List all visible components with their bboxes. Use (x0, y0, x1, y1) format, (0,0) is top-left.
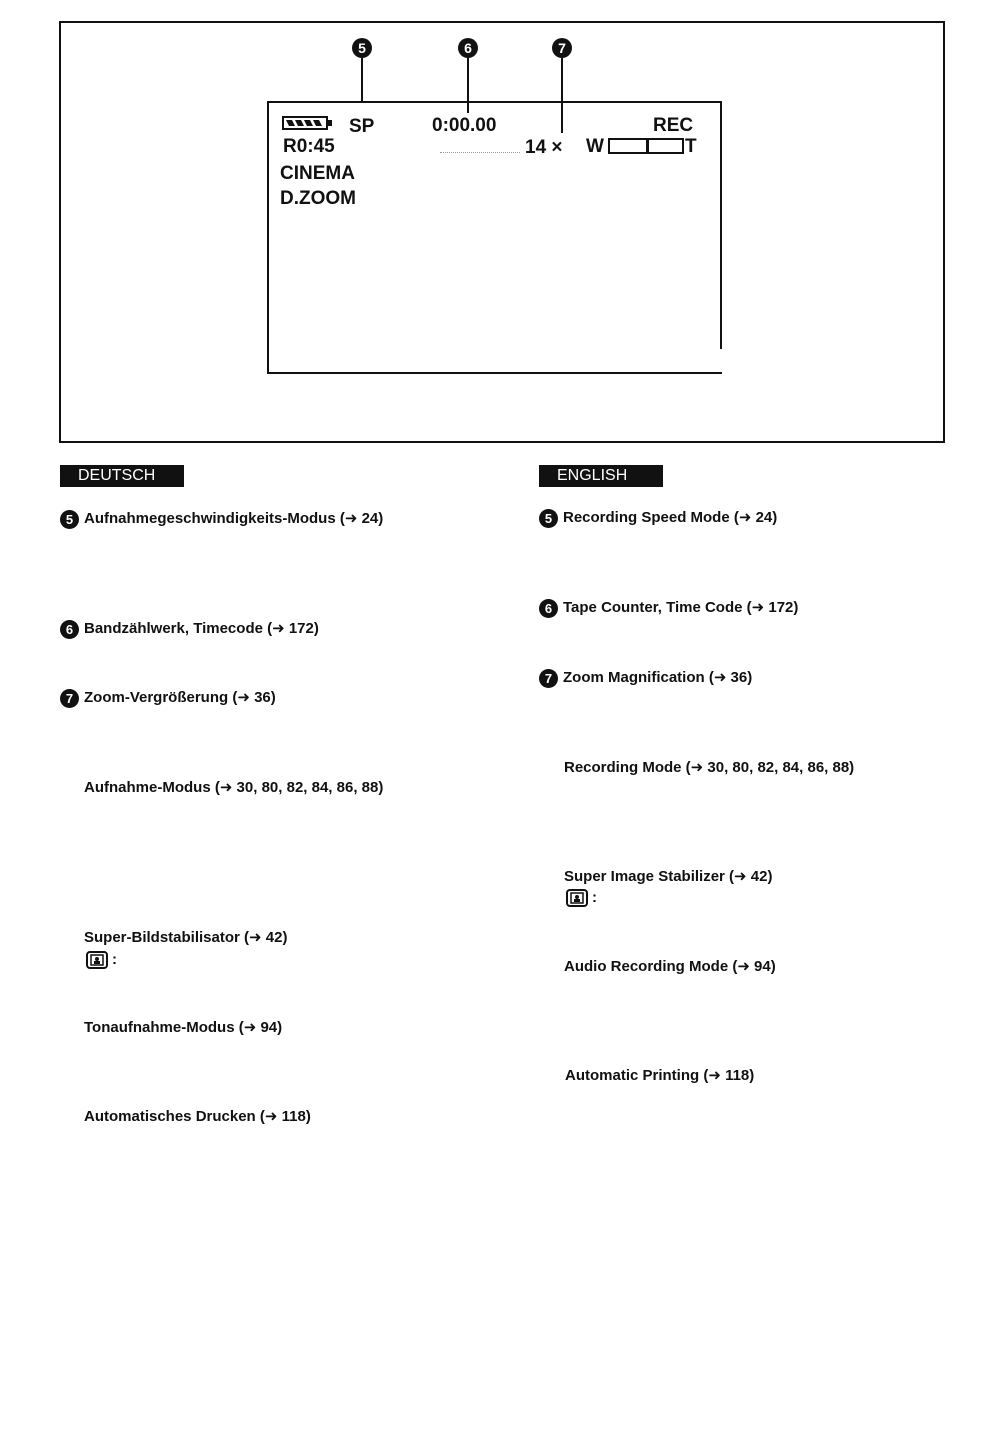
osd-dzoom: D.ZOOM (280, 188, 356, 209)
osd-zoom-value: 14 × (525, 137, 563, 158)
en-item-recording-mode-text: Recording Mode (➜ 30, 80, 82, 84, 86, 88) (564, 759, 855, 776)
english-label: ENGLISH (539, 465, 663, 487)
de-item-auto-print (84, 1107, 311, 1127)
callout-6: 6 (458, 38, 478, 58)
en-item-stabilizer-text: Super Image Stabilizer (➜ 42) (564, 868, 773, 885)
viewfinder-screen-right-edge (720, 101, 722, 349)
de-item-7 (60, 688, 276, 708)
en-item-audio-mode (564, 957, 776, 977)
osd-rec: REC (653, 115, 694, 136)
de-item-recording-mode-text: Aufnahme-Modus (➜ 30, 80, 82, 84, 86, 88) (84, 779, 384, 796)
en-item-stabilizer (564, 867, 772, 887)
de-item-audio-mode-text: Tonaufnahme-Modus (➜ 94) (84, 1019, 283, 1036)
en-item-auto-print (565, 1066, 754, 1086)
deutsch-label: DEUTSCH (60, 465, 184, 487)
de-item-6 (60, 619, 319, 639)
zoom-bar-marker (646, 138, 649, 154)
osd-speed: SP (349, 116, 375, 137)
en-item-6-text: Tape Counter, Time Code (➜ 172) (563, 599, 799, 616)
de-item-5-number: 5 (60, 510, 79, 529)
stabilizer-icon (566, 889, 588, 907)
en-item-6 (539, 598, 798, 618)
callout-5-leader (361, 58, 363, 102)
de-item-audio-mode (84, 1018, 282, 1038)
osd-counter: 0:00.00 (432, 115, 497, 136)
en-item-5-text: Recording Speed Mode (➜ 24) (563, 509, 778, 526)
en-stabilizer-colon: : (592, 889, 597, 906)
de-item-6-number: 6 (60, 620, 79, 639)
de-item-recording-mode (84, 778, 383, 798)
en-item-5-number: 5 (539, 509, 558, 528)
osd-cinema: CINEMA (280, 163, 355, 184)
de-item-stabilizer-text: Super-Bildstabilisator (➜ 42) (84, 929, 288, 946)
de-item-auto-print-text: Automatisches Drucken (➜ 118) (84, 1108, 311, 1125)
osd-zoom-tele: T (685, 136, 697, 157)
stabilizer-icon (86, 951, 108, 969)
de-item-5-text: Aufnahmegeschwindigkeits-Modus (➜ 24) (84, 510, 384, 527)
en-item-6-number: 6 (539, 599, 558, 618)
callout-6-leader (467, 58, 469, 113)
battery-icon (282, 116, 334, 130)
de-item-6-text: Bandzählwerk, Timecode (➜ 172) (84, 620, 319, 637)
en-item-7-number: 7 (539, 669, 558, 688)
en-item-recording-mode (564, 758, 854, 778)
de-item-5 (60, 509, 383, 529)
en-item-7 (539, 668, 752, 688)
de-stabilizer-colon: : (112, 951, 117, 968)
en-item-5 (539, 508, 777, 528)
en-item-7-text: Zoom Magnification (➜ 36) (563, 669, 753, 686)
de-item-stabilizer (84, 928, 287, 948)
osd-zoom-wide: W (586, 136, 604, 157)
en-item-auto-print-text: Automatic Printing (➜ 118) (565, 1067, 755, 1084)
osd-remaining: R0:45 (283, 136, 335, 157)
callout-7: 7 (552, 38, 572, 58)
de-item-7-number: 7 (60, 689, 79, 708)
de-item-7-text: Zoom-Vergrößerung (➜ 36) (84, 689, 276, 706)
zoom-bar (608, 138, 684, 154)
dotted-line (440, 152, 520, 155)
callout-5: 5 (352, 38, 372, 58)
en-item-audio-mode-text: Audio Recording Mode (➜ 94) (564, 958, 776, 975)
callout-7-leader (561, 58, 563, 133)
